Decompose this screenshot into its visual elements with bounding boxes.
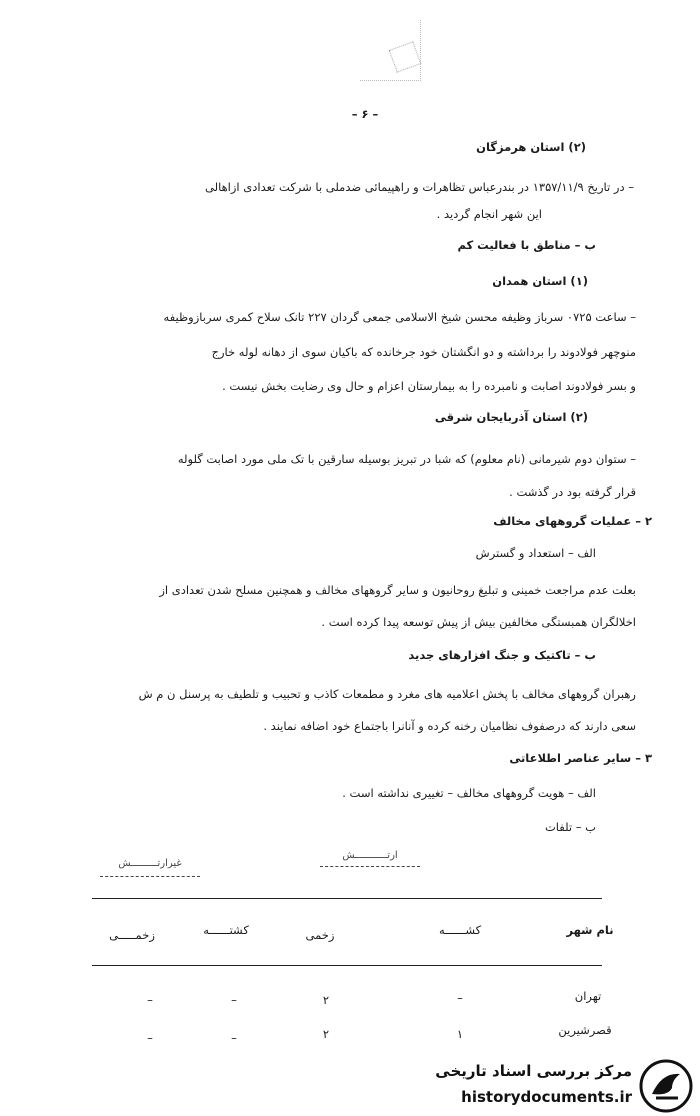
body-line: منوچهر فولادوند را برداشته و دو انگشتان خود جرخانده که باکیان سوی از دهانه لوله خارج	[211, 345, 636, 359]
row-civ-killed: –	[231, 1031, 237, 1045]
body-line: قرار گرفته بود در گذشت .	[509, 485, 636, 499]
body-line: – در تاریخ ۱۳۵۷/۱۱/۹ در بندرعباس تظاهرات و راهپیمائی ضدملی با شرکت تعدادی ازاهالی	[205, 180, 634, 194]
body-line: رهبران گروههای مخالف با پخش اعلامیه های مغرد و مطمعات کاذب و تحبیب و تلطیف به پرسنل ن م ش	[138, 687, 636, 701]
table-group-header-army: ارتـــــــــــش	[342, 850, 398, 861]
table-header-city: نام شهر	[566, 923, 614, 937]
body-line: این شهر انجام گردید .	[436, 207, 542, 221]
watermark-text-en: historydocuments.ir	[461, 1088, 632, 1106]
table-header-army-killed: کشــــــه	[438, 923, 482, 937]
table-group-header-non-army: غیرارتـــــــــش	[118, 858, 182, 869]
subsection-heading-casualties: ب – تلفات	[544, 820, 596, 834]
subsection-heading: الف – استعداد و گسترش	[475, 546, 596, 560]
archive-logo-icon	[638, 1058, 694, 1114]
subsection-heading: ب – تاکتیک و جنگ افزارهای جدید	[408, 648, 596, 662]
row-army-wounded: ۲	[322, 1027, 330, 1041]
body-line: سعی دارند که درصفوف نظامیان رخنه کرده و آنانرا باجتماع خود اضافه نمایند .	[263, 719, 636, 733]
watermark-text-fa: مرکز بررسی اسناد تاریخی	[435, 1062, 632, 1080]
body-line: الف – هویت گروههای مخالف – تغییری نداشته است .	[342, 786, 596, 800]
table-top-rule	[92, 898, 602, 899]
section-heading-hormozgan: (۲) استان هرمزگان	[476, 140, 586, 154]
section-heading-hamadan: (۱) استان همدان	[492, 274, 588, 288]
section-heading-operations: ۲ – عملیات گروههای مخالف	[493, 514, 652, 528]
header-rule-non-army	[100, 876, 200, 877]
table-header-army-wounded: زخمی	[305, 928, 335, 942]
body-line: و بسر فولادوند اصابت و نامبرده را به بیمارستان اعزام و حال وی رضایت بخش نیست .	[222, 379, 636, 393]
subsection-heading: ب – مناطق با فعالیت کم	[457, 238, 596, 252]
table-header-civ-killed: کشتــــــه	[203, 923, 249, 937]
header-rule-army	[320, 866, 420, 867]
body-line: اخلالگران همبستگی مخالفین بیش از پیش توسعه پیدا کرده است .	[321, 615, 636, 629]
row-city: قصرشیرین	[558, 1023, 612, 1037]
table-mid-rule	[92, 965, 602, 966]
row-civ-wounded: –	[147, 1031, 153, 1045]
section-heading-intel: ۳ – سایر عناصر اطلاعاتی	[509, 751, 652, 765]
row-civ-wounded: –	[147, 993, 153, 1007]
row-city: تهران	[574, 989, 602, 1003]
page-number: – ۶ –	[351, 107, 379, 121]
body-line: بعلت عدم مراجعت خمینی و تبلیغ روحانیون و سایر گروههای مخالف و همچنین مسلح شدن تعدادی از	[159, 583, 636, 597]
table-header-civ-wounded: زخمـــــی	[109, 928, 155, 942]
body-line: – ستوان دوم شیرمانی (نام معلوم) که شبا در تبریز بوسیله سارقین با تک ملی مورد اصابت گلوله	[177, 452, 636, 466]
body-line: – ساعت ۰۷۲۵ سرباز وظیفه محسن شیخ الاسلامی جمعی گردان ۲۲۷ تانک سلاح کمری سربازوظیفه	[163, 310, 636, 324]
row-army-killed: –	[457, 991, 463, 1005]
row-army-killed: ۱	[456, 1027, 464, 1041]
row-civ-killed: –	[231, 993, 237, 1007]
row-army-wounded: ۲	[322, 993, 330, 1007]
section-heading-azarbaijan: (۲) استان آذربایجان شرقی	[434, 410, 588, 424]
